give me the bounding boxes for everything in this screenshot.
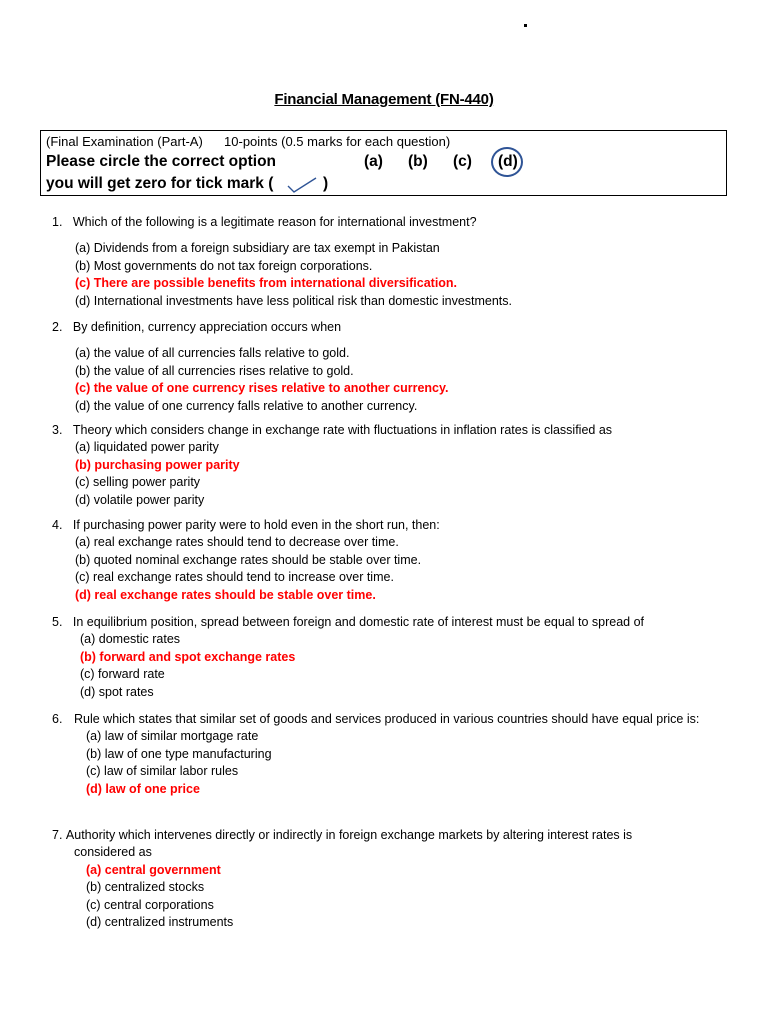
question-7 [52,827,692,931]
points-label: 10-points (0.5 marks for each question) [224,134,451,149]
option-c-label: (c) [453,153,472,170]
option-c: (c) real exchange rates should tend to increase over time. [75,570,394,585]
option-d: (d) centralized instruments [86,915,234,930]
option-d-correct: (d) law of one price [86,781,200,796]
option-b: (b) quoted nominal exchange rates should be stable over time. [75,552,422,567]
question-2 [52,319,732,415]
page-title: Financial Management (FN-440) [274,91,494,108]
option-a: (a) law of similar mortgage rate [86,729,259,744]
option-c-correct: (c) the value of one currency rises relative to another currency. [75,381,449,396]
options-list [52,728,718,798]
option-b-correct: (b) purchasing power parity [75,457,240,472]
option-a: (a) domestic rates [80,632,181,647]
option-c: (c) central corporations [86,897,214,912]
exam-info-line [46,134,450,149]
options-list [52,345,732,415]
question-stem: 4. If purchasing power parity were to hold even in the short run, then: [52,518,440,532]
question-stem: 3. Theory which considers change in exchange rate with fluctuations in inflation rates is classified as [52,423,613,437]
question-5 [52,614,732,701]
options-list [52,240,732,310]
zero-warning: you will get zero for tick mark ( [46,175,274,192]
option-c: (c) selling power parity [75,475,201,490]
option-d: (d) the value of one currency falls relative to another currency. [75,398,418,413]
question-3 [52,422,732,509]
question-1 [52,214,732,310]
option-a: (a) liquidated power parity [75,440,219,455]
option-d: (d) volatile power parity [75,492,205,507]
option-a: (a) Dividends from a foreign subsidiary are tax exempt in Pakistan [75,241,440,256]
option-a-correct: (a) central government [86,862,221,877]
question-stem: 5. In equilibrium position, spread between foreign and domestic rate of interest must be equal to spread of [52,615,645,629]
stray-dot [524,24,527,27]
option-c-correct: (c) There are possible benefits from international diversification. [75,276,458,291]
exam-label: (Final Examination (Part-A) [46,134,203,149]
options-list [52,862,692,932]
question-stem: 7. Authority which intervenes directly or indirectly in foreign exchange markets by altering interest rates is considered as [52,828,633,860]
option-d: (d) spot rates [80,684,154,699]
question-stem: 2. By definition, currency appreciation occurs when [52,320,342,334]
option-b: (b) centralized stocks [86,880,205,895]
option-c: (c) law of similar labor rules [86,764,239,779]
option-a: (a) the value of all currencies falls relative to gold. [75,346,350,361]
option-b: (b) Most governments do not tax foreign corporations. [75,258,373,273]
question-6 [52,711,718,798]
option-d-label: (d) [498,153,518,170]
option-b: (b) the value of all currencies rises relative to gold. [75,363,354,378]
option-b-correct: (b) forward and spot exchange rates [80,649,296,664]
options-list [52,631,732,701]
options-list [52,534,732,604]
question-stem: 6. Rule which states that similar set of goods and services produced in various countries should have equal price is: [52,712,700,726]
question-4 [52,517,732,604]
tick-mark-icon [286,176,318,194]
option-d: (d) International investments have less political risk than domestic investments. [75,293,512,308]
option-c: (c) forward rate [80,667,165,682]
instructions-box [40,130,727,196]
option-b-label: (b) [408,153,428,170]
option-b: (b) law of one type manufacturing [86,746,272,761]
question-stem: 1. Which of the following is a legitimate reason for international investment? [52,215,477,229]
option-a-label: (a) [364,153,383,170]
option-d-correct: (d) real exchange rates should be stable over time. [75,587,376,602]
option-a: (a) real exchange rates should tend to decrease over time. [75,535,399,550]
circle-instruction: Please circle the correct option [46,153,277,170]
options-list [52,439,732,509]
close-paren: ) [323,175,329,192]
